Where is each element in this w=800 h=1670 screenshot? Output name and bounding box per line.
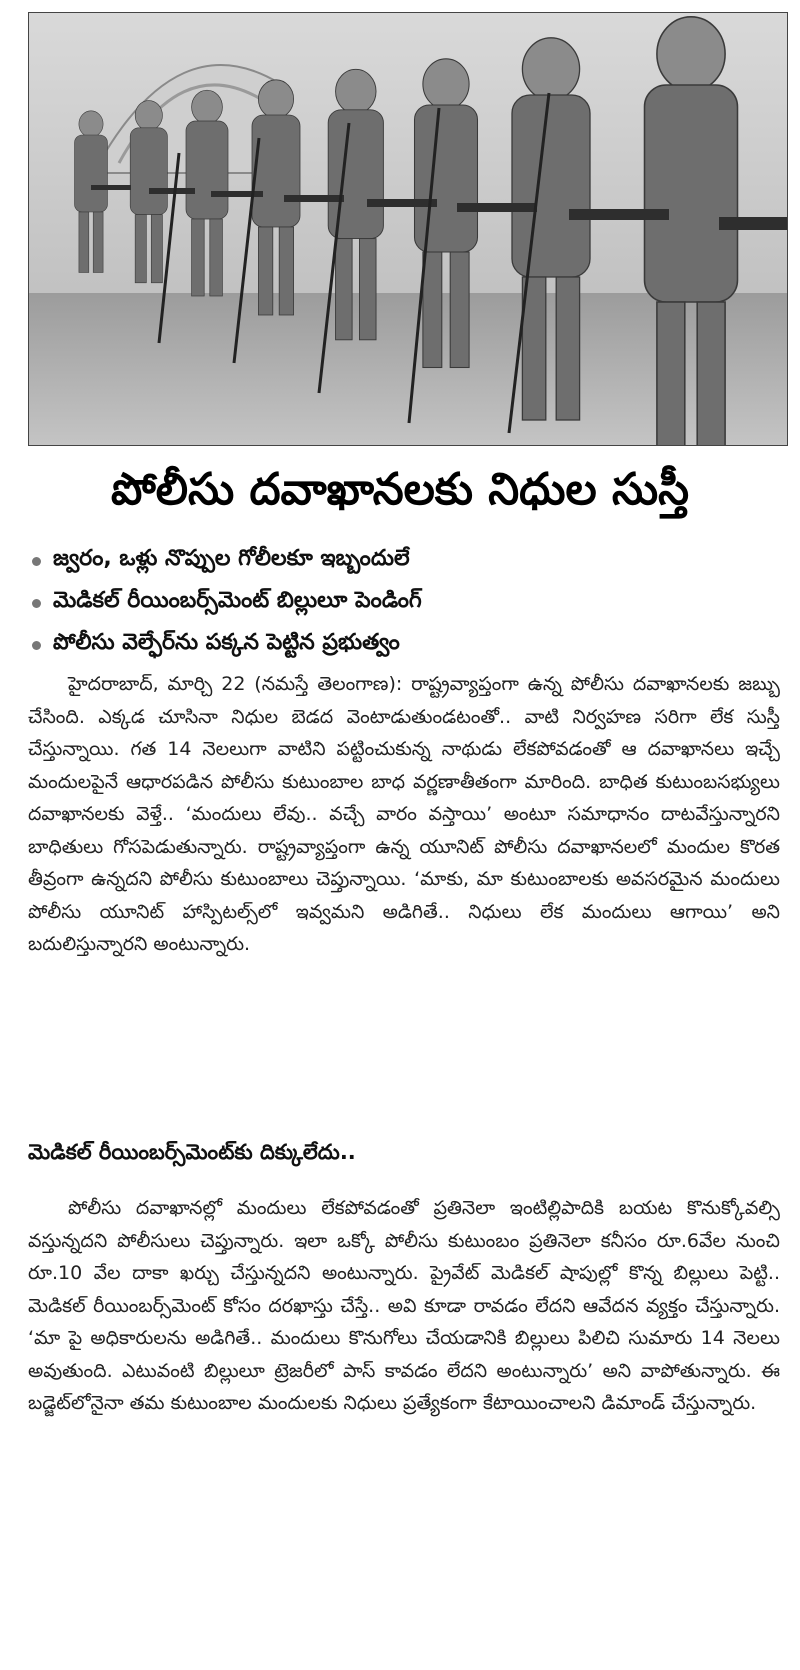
highlight-item xyxy=(32,582,792,624)
section-subheading: మెడికల్ రీయింబర్స్‌మెంట్‌కు దిక్కులేదు.. xyxy=(28,1140,356,1164)
highlight-item xyxy=(32,624,792,666)
marching-police-photo xyxy=(28,12,788,446)
article-body-section-2 xyxy=(28,1192,780,1420)
article-paragraph: హైదరాబాద్, మార్చి 22 (నమస్తే తెలంగాణ): రాష్ట్రవ్యాప్తంగా ఉన్న పోలీసు దవాఖానలకు జబ్బు చేసింది. ఎక్కడ చూసినా నిధుల బెడద వెంటాడుతుండటంతో.. వాటి నిర్వహణ సరిగా లేక సుస్తీ చేస్తున్నాయి. గత 14 నెలలుగా వాటిని పట్టించుకున్న నాథుడు లేకపోవడంతో ఆ దవాఖానలు ఇచ్చే మందులపైనే ఆధారపడిన పోలీసు కుటుంబాల బాధ వర్ణణాతీతంగా మారింది. బాధిత కుటుంబసభ్యులు దవాఖానలకు వెళ్తే.. ‘మందులు లేవు.. వచ్చే వారం వస్తాయి’ అంటూ సమాధానం దాటవేస్తున్నారని బాధితులు గోసపెడుతున్నారు. రాష్ట్రవ్యాప్తంగా ఉన్న యూనిట్ పోలీసు దవాఖానలలో మందుల కొరత తీవ్రంగా ఉన్నదని పోలీసు కుటుంబాలు చెప్తున్నాయి. ‘మాకు, మా కుటుంబాలకు అవసరమైన మందులు పోలీసు యూనిట్ హాస్పిటల్స్‌లో ఇవ్వమని అడిగితే.. నిధులు లేక మందులు ఆగాయి’ అని బదులిస్తున్నారని అంటున్నారు. xyxy=(28,673,780,955)
highlight-text: పోలీసు వెల్ఫేర్‌ను పక్కన పెట్టిన ప్రభుత్వం xyxy=(53,630,400,655)
highlight-item xyxy=(32,540,792,582)
article-paragraph: పోలీసు దవాఖానల్లో మందులు లేకపోవడంతో ప్రతినెలా ఇంటిల్లిపాదికి బయట కొనుక్కోవల్సి వస్తున్నదని పోలీసులు చెప్తున్నారు. ఇలా ఒక్కో పోలీసు కుటుంబం ప్రతినెలా కనీసం రూ.6వేల నుంచి రూ.10 వేల దాకా ఖర్చు చేస్తున్నదని అంటున్నారు. ప్రైవేట్ మెడికల్ షాపుల్లో కొన్న బిల్లులు పెట్టి.. మెడికల్ రీయింబర్స్‌మెంట్ కోసం దరఖాస్తు చేస్తే.. అవి కూడా రావడం లేదని ఆవేదన వ్యక్తం చేస్తున్నారు. ‘మా పై అధికారులను అడిగితే.. మందులు కొనుగోలు చేయడానికి బిల్లులు పిలిచి సుమారు 14 నెలలు అవుతుంది. ఎటువంటి బిల్లులూ ట్రెజరీలో పాస్ కావడం లేదని అంటున్నారు’ అని వాపోతున్నారు. ఈ బడ్జెట్‌లోనైనా తమ కుటుంబాల మందులకు నిధులు ప్రత్యేకంగా కేటాయించాలని డిమాండ్ చేస్తున్నారు. xyxy=(28,1197,780,1414)
bullet-icon xyxy=(32,599,41,608)
highlight-text: జ్వరం, ఒళ్లు నొప్పుల గోలీలకూ ఇబ్బందులే xyxy=(53,546,410,571)
headline: పోలీసు దవాఖానలకు నిధుల సుస్తీ xyxy=(111,464,689,515)
highlights-list xyxy=(32,540,792,666)
highlight-text: మెడికల్ రీయింబర్స్‌మెంట్ బిల్లులూ పెండింగ్ xyxy=(53,588,422,613)
article-body-section-1 xyxy=(28,668,780,961)
bullet-icon xyxy=(32,641,41,650)
bullet-icon xyxy=(32,557,41,566)
